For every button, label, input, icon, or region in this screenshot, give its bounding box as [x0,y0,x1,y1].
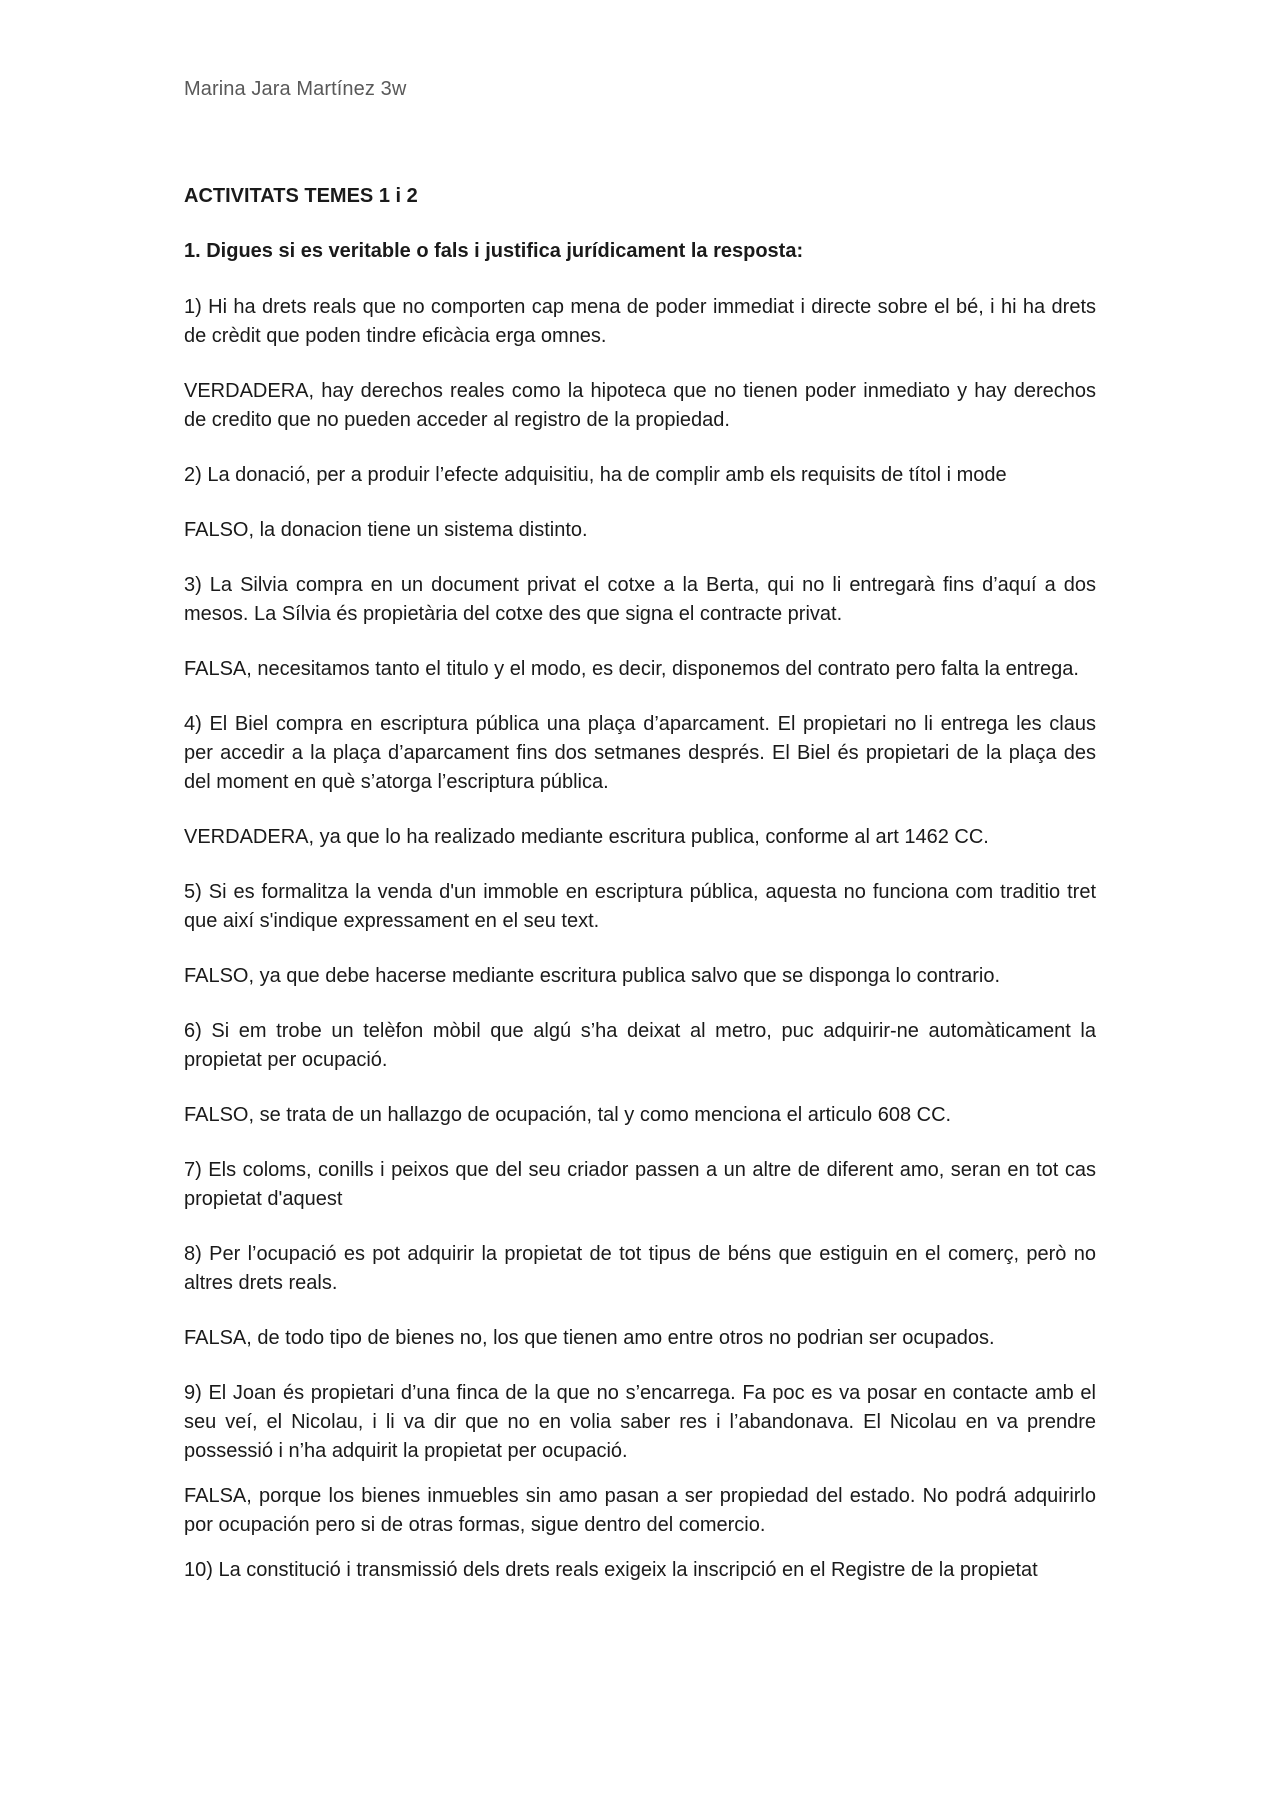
answer-8: FALSA, de todo tipo de bienes no, los que tienen amo entre otros no podrian ser ocupados. [184,1327,995,1349]
document-heading: ACTIVITATS TEMES 1 i 2 [184,185,418,207]
question-7: 7) Els coloms, conills i peixos que del seu criador passen a un altre de diferent amo, seran en tot cas propietat d'aquest [184,1159,1096,1210]
question-8: 8) Per l’ocupació es pot adquirir la propietat de tot tipus de béns que estiguin en el comerç, però no altres drets reals. [184,1243,1096,1294]
document-body [184,182,1096,1611]
answer-1: VERDADERA, hay derechos reales como la hipoteca que no tienen poder inmediato y hay derechos de credito que no pueden acceder al registro de la propiedad. [184,380,1096,431]
question-4: 4) El Biel compra en escriptura pública una plaça d’aparcament. El propietari no li entrega les claus per accedir a la plaça d’aparcament fins dos setmanes després. El Biel és propietari de la plaça des del moment en què s’atorga l’escriptura pública. [184,713,1096,793]
question-5: 5) Si es formalitza la venda d'un immoble en escriptura pública, aquesta no funciona com traditio tret que així s'indique expressament en el seu text. [184,881,1096,932]
answer-9: FALSA, porque los bienes inmuebles sin amo pasan a ser propiedad del estado. No podrá adquirirlo por ocupación pero si de otras formas, sigue dentro del comercio. [184,1485,1096,1536]
question-2: 2) La donació, per a produir l’efecte adquisitiu, ha de complir amb els requisits de títol i mode [184,464,1007,486]
question-3: 3) La Silvia compra en un document privat el cotxe a la Berta, qui no li entregarà fins d’aquí a dos mesos. La Sílvia és propietària del cotxe des que signa el contracte privat. [184,574,1096,625]
answer-4: VERDADERA, ya que lo ha realizado mediante escritura publica, conforme al art 1462 CC. [184,826,989,848]
answer-6: FALSO, se trata de un hallazgo de ocupación, tal y como menciona el articulo 608 CC. [184,1104,952,1126]
question-10: 10) La constitució i transmissió dels drets reals exigeix la inscripció en el Registre de la propietat [184,1559,1038,1581]
question-1: 1) Hi ha drets reals que no comporten cap mena de poder immediat i directe sobre el bé, i hi ha drets de crèdit que poden tindre eficàcia erga omnes. [184,296,1096,347]
answer-5: FALSO, ya que debe hacerse mediante escritura publica salvo que se disponga lo contrario. [184,965,1001,987]
question-6: 6) Si em trobe un telèfon mòbil que algú s’ha deixat al metro, puc adquirir-ne automàticament la propietat per ocupació. [184,1020,1096,1071]
answer-2: FALSO, la donacion tiene un sistema distinto. [184,519,588,541]
author-header: Marina Jara Martínez 3w [184,78,407,100]
question-9: 9) El Joan és propietari d’una finca de la que no s’encarrega. Fa poc es va posar en contacte amb el seu veí, el Nicolau, i li va dir que no en volia saber res i l’abandonava. El Nicolau en va prendre possessió i n’ha adquirit la propietat per ocupació. [184,1382,1096,1462]
section-title: 1. Digues si es veritable o fals i justifica jurídicament la resposta: [184,240,804,262]
answer-3: FALSA, necesitamos tanto el titulo y el modo, es decir, disponemos del contrato pero falta la entrega. [184,658,1079,680]
